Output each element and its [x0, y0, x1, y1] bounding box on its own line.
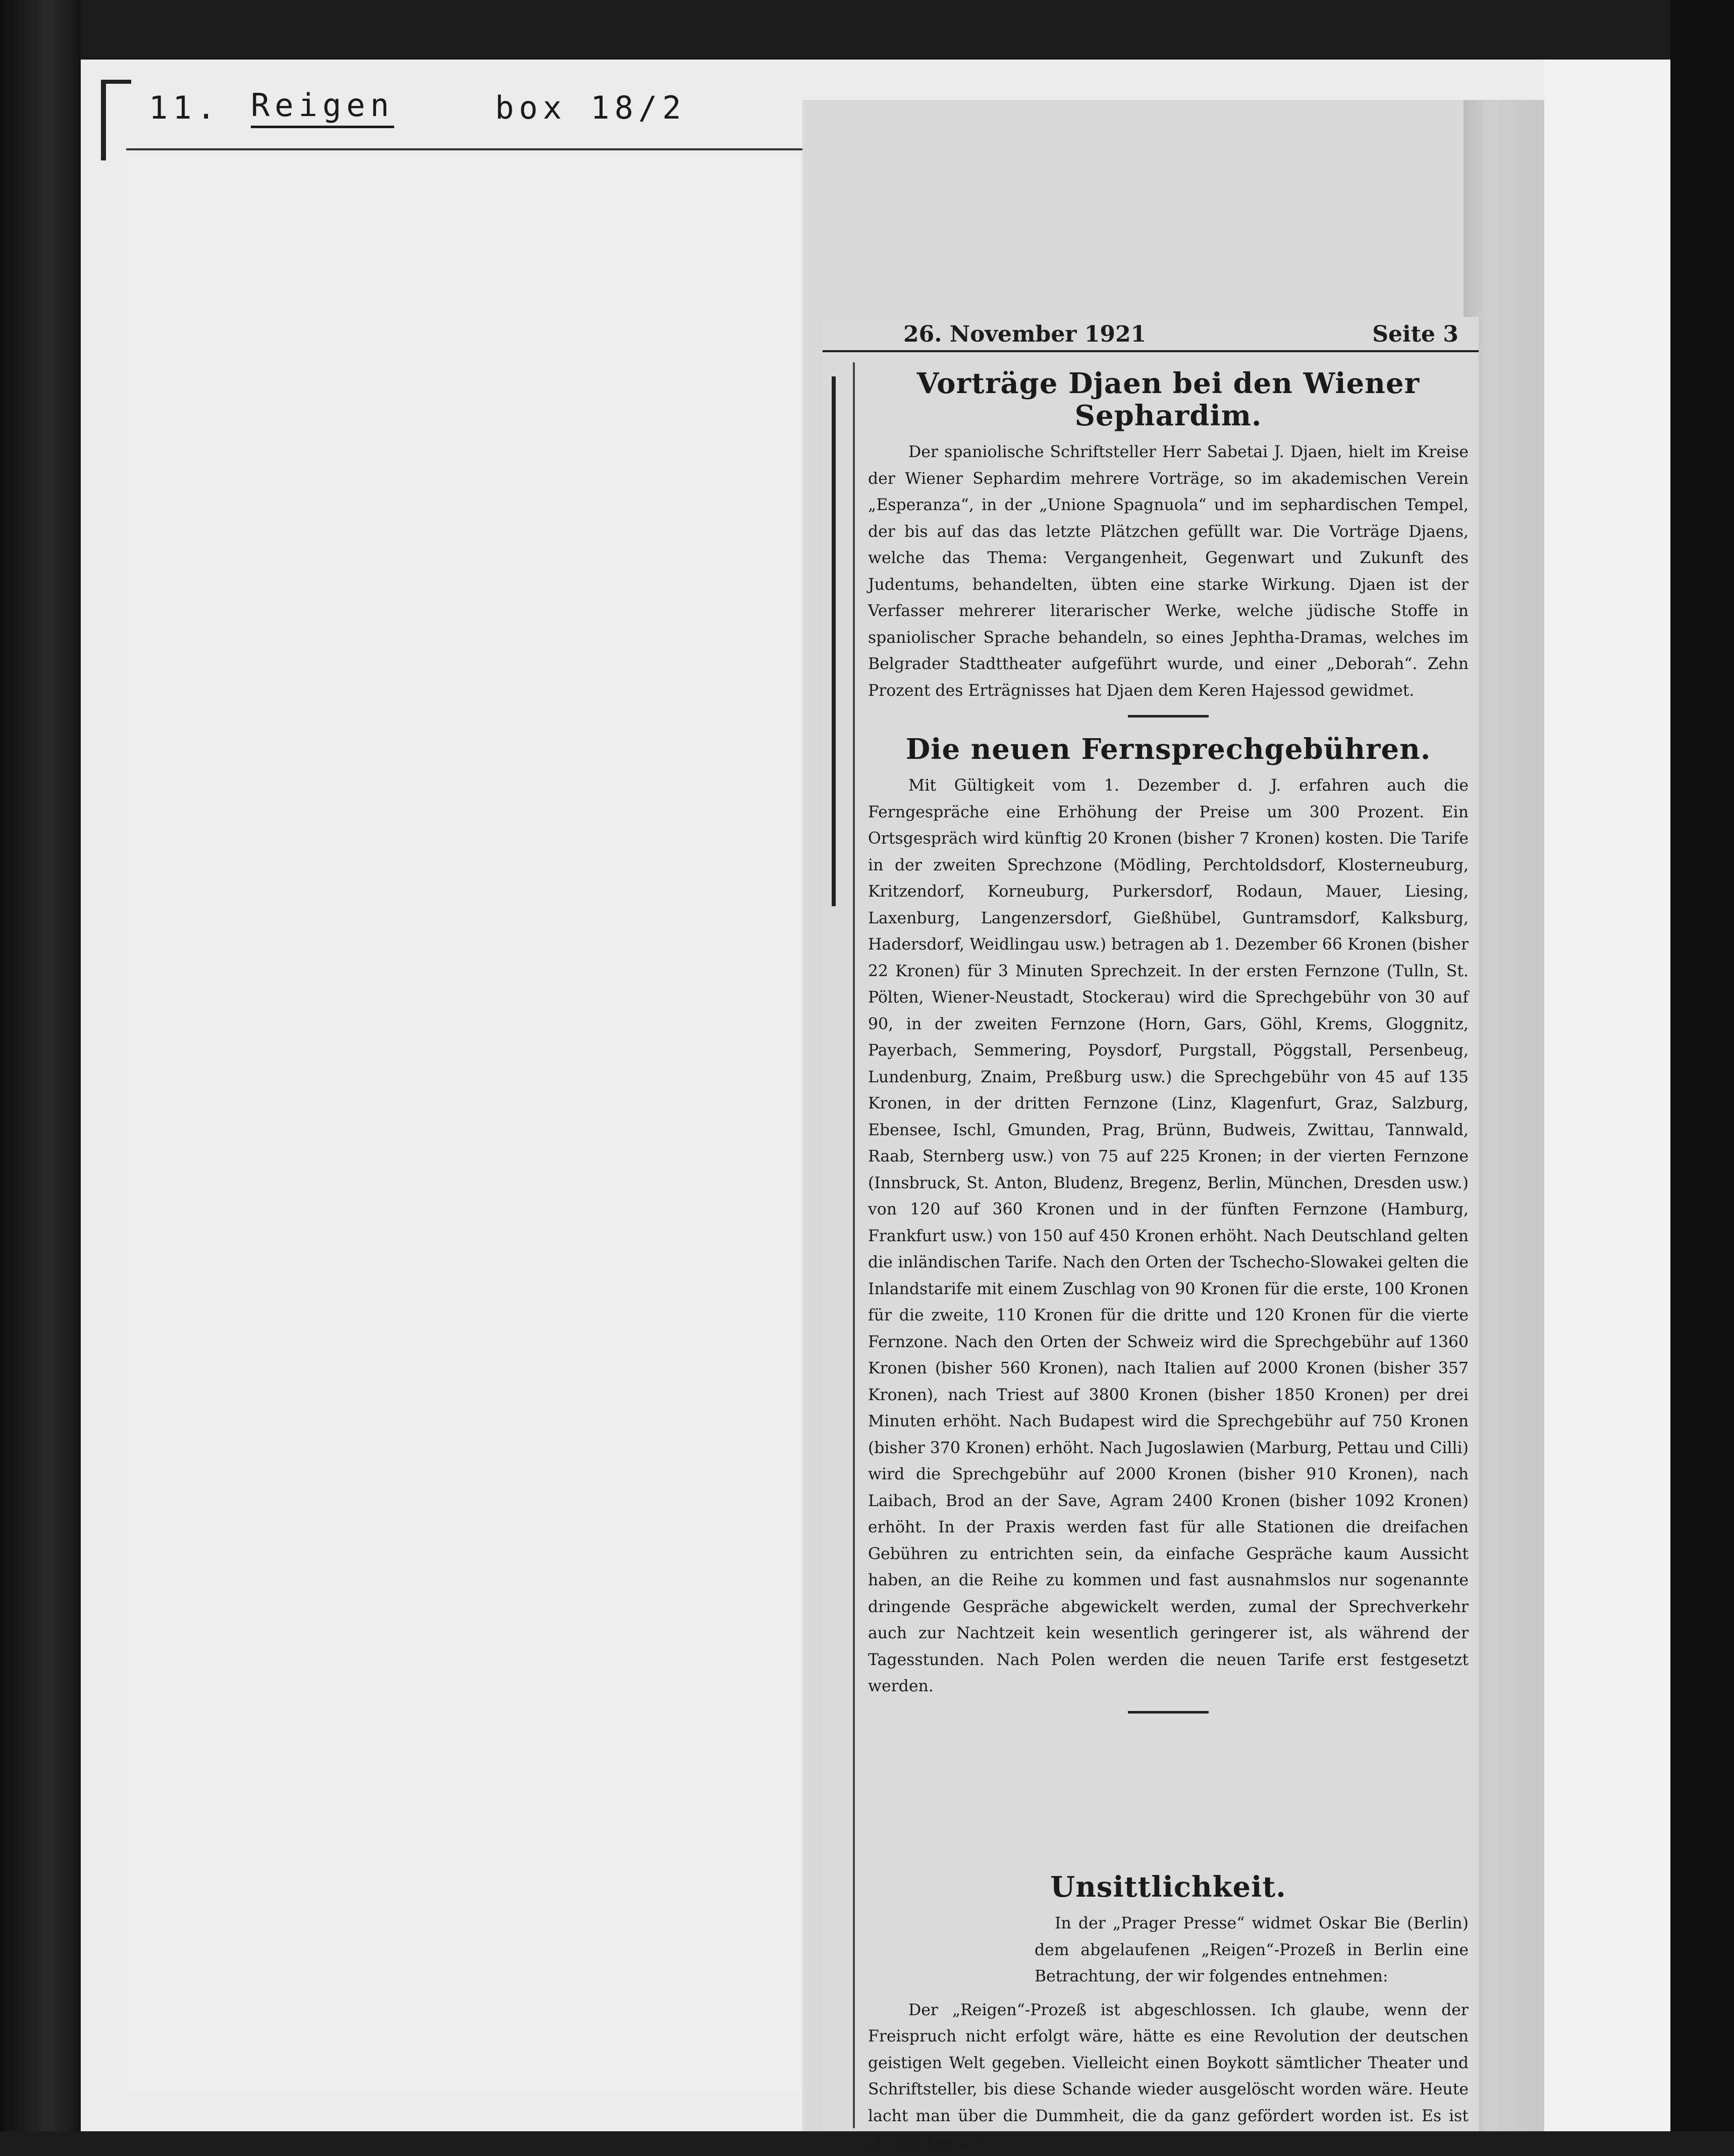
- column-rule-thick: [832, 376, 836, 906]
- blank-area: [126, 155, 802, 2088]
- archive-header: [81, 60, 787, 151]
- column-rule-thin: [853, 362, 855, 2128]
- archive-sheet: [81, 60, 1670, 2151]
- article-fernsprech: [868, 733, 1469, 1713]
- article-unsittlichkeit: [868, 1871, 1469, 2156]
- corner-mark-top: [101, 80, 131, 84]
- article-headline: Die neuen Fernsprechgebühren.: [905, 733, 1431, 766]
- article-body: Mit Gültigkeit vom 1. Dezember d. J. erfahren auch die Ferngespräche eine Erhöhung der Preise um 300 Prozent. Ein Ortsgespräch wird künftig 20 Kronen (bisher 7 Kronen) kosten. Die Tarife in der zweiten Sprechzone (Mödling, Perchtoldsdorf, Klosterneuburg, Kritzendorf, Korneuburg, Purkersdorf, Rodaun, Mauer, Liesing, Laxenburg, Langenzersdorf, Gießhübel, Guntramsdorf, Kalksburg, Hadersdorf, Weidlingau usw.) betragen ab 1. Dezember 66 Kronen (bisher 22 Kronen) für 3 Minuten Sprechzeit. In der ersten Fernzone (Tulln, St. Pölten, Wiener-Neustadt, Stockerau) wird die Sprechgebühr von 30 auf 90, in der zweiten Fernzone (Horn, Gars, Göhl, Krems, Gloggnitz, Payerbach, Semmering, Poysdorf, Purgstall, Pöggstall, Persenbeug, Lundenburg, Znaim, Preßburg usw.) die Sprechgebühr von 45 auf 135 Kronen, in der dritten Fernzone (Linz, Klagenfurt, Graz, Salzburg, Ebensee, Ischl, Gmunden, Prag, Brünn, Budweis, Zwittau, Tannwald, Raab, Sternberg usw.) von 75 auf 225 Kronen; in der vierten Fernzone (Innsbruck, St. Anton, Bludenz, Bregenz, Berlin, München, Dresden usw.) von 120 auf 360 Kronen und in der fünften Fernzone (Hamburg, Frankfurt usw.) von 150 auf 450 Kronen erhöht. Nach Deutschland gelten die inländischen Tarife. Nach den Orten der Tschecho-Slowakei gelten die Inlandstarife mit einem Zuschlag von 90 Kronen für die erste, 100 Kronen für die zweite, 110 Kronen für die dritte und 120 Kronen für die vierte Fernzone. Nach den Orten der Schweiz wird die Sprechgebühr auf 1360 Kronen (bisher 560 Kronen), nach Italien auf 2000 Kronen (bisher 357 Kronen), nach Triest auf 3800 Kronen (bisher 1850 Kronen) per drei Minuten erhöht. Nach Budapest wird die Sprechgebühr auf 750 Kronen (bisher 370 Kronen) erhöht. Nach Jugoslawien (Marburg, Pettau und Cilli) wird die Sprechgebühr auf 2000 Kronen (bisher 910 Kronen), nach Laibach, Brod an der Save, Agram 2400 Kronen (bisher 1092 Kronen) erhöht. In der Praxis werden fast für alle Stationen die dreifachen Gebühren zu entrichten sein, da einfache Gespräche kaum Aussicht haben, an die Reihe zu kommen und fast ausnahmslos nur sogenannte dringende Gespräche abgewickelt werden, zumal der Sprechverkehr auch zur Nachtzeit kein wesentlich geringerer ist, als während der Tagesstunden. Nach Polen werden die neuen Tarife erst festgesetzt werden.: [868, 777, 1469, 1695]
- article-intro: In der „Prager Presse“ widmet Oskar Bie (Berlin) dem abgelaufenen „Reigen“-Prozeß in Berlin eine Betrachtung, der wir folgendes entnehmen:: [1035, 1914, 1469, 1985]
- header-divider: [126, 148, 883, 150]
- clipping-page: Seite 3: [1372, 321, 1458, 347]
- header-text: [149, 80, 686, 135]
- article-body: Der spaniolische Schriftsteller Herr Sabetai J. Djaen, hielt im Kreise der Wiener Sephardim mehrere Vorträge, so im akademischen Verein „Esperanza“, in der „Unione Spagnuola“ und im sephardischen Tempel, der bis auf das das letzte Plätzchen gefüllt war. Die Vorträge Djaens, welche das Thema: Vergangenheit, Gegenwart und Zukunft des Judentums, behandelten, übten eine starke Wirkung. Djaen ist der Verfasser mehrerer literarischer Werke, welche jüdische Stoffe in spaniolischer Sprache behandeln, so eines Jephtha-Dramas, welches im Belgrader Stadttheater aufgeführt wurde, und einer „Deborah“. Zehn Prozent des Erträgnisses hat Djaen dem Keren Hajessod gewidmet.: [868, 443, 1469, 700]
- scan-border-left: [0, 0, 81, 2131]
- right-margin: [1544, 60, 1670, 2131]
- article-body: Der „Reigen“-Prozeß ist abgeschlossen. Ich glaube, wenn der Freispruch nicht erfolgt wäre, hätte es eine Revolution der deutschen geistigen Welt gegeben. Vielleicht einen Boykott sämtlicher Theater und Schriftsteller, bis diese Schande wieder ausgelöscht worden wäre. Heute lacht man über die Dummheit, die da ganz gefördert worden ist. Es ist aber nötig, auf: [868, 2001, 1469, 2151]
- article-divider: [1128, 1711, 1209, 1713]
- corner-mark: [101, 80, 106, 160]
- clipping-content: [823, 317, 1479, 2151]
- newspaper-clipping: [802, 100, 1544, 2151]
- dateline: [823, 317, 1479, 352]
- article-divider: [1128, 715, 1209, 717]
- article-djaen: [868, 367, 1469, 717]
- clipping-date: 26. November 1921: [903, 321, 1147, 347]
- article-headline: Vorträge Djaen bei den Wiener Sephardim.: [916, 367, 1420, 432]
- header-number: 11.: [149, 89, 221, 126]
- scan-border-right: [1670, 0, 1734, 2131]
- header-box-label: box 18/2: [495, 89, 686, 126]
- header-work-title: Reigen: [251, 87, 394, 128]
- article-headline: Unsittlichkeit.: [1050, 1870, 1286, 1904]
